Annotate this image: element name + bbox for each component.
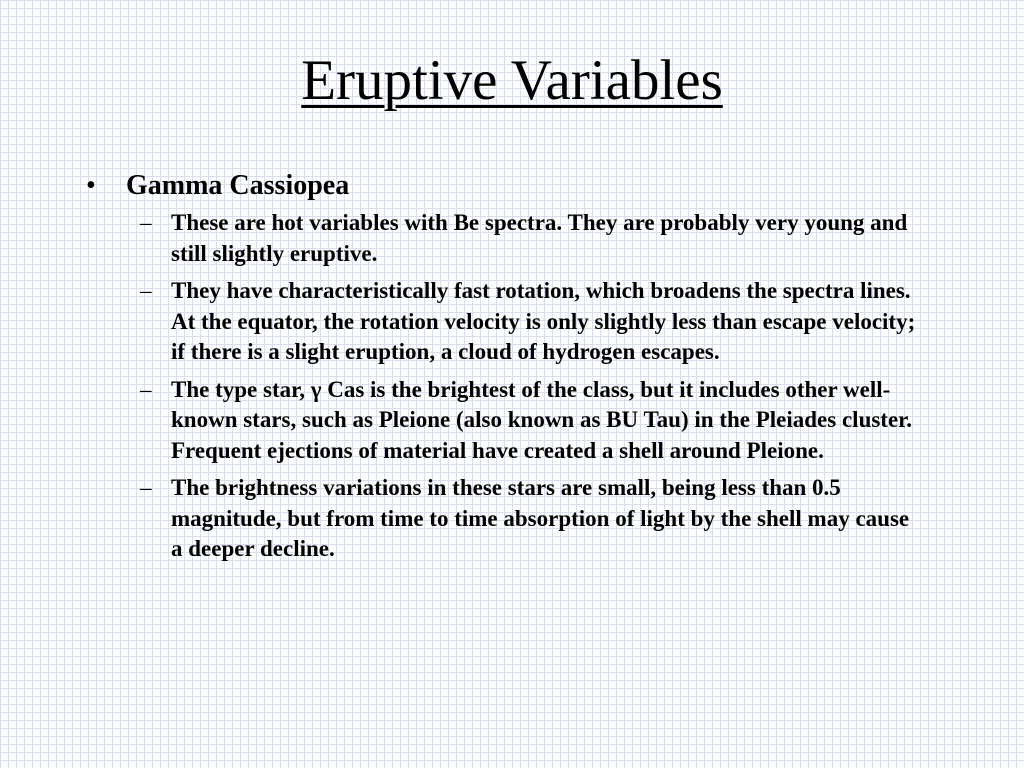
dash-icon: –: [140, 278, 152, 303]
dash-icon: –: [140, 210, 152, 235]
sub-bullet-list: [86, 208, 946, 565]
sub-bullet-text: The brightness variations in these stars are small, being less than 0.5 magnitude, but from time to time absorption of light by the shell may cause a deeper decline.: [171, 475, 910, 561]
sub-bullet-item: [86, 276, 926, 368]
bullet-icon: •: [86, 170, 96, 201]
sub-bullet-item: [86, 375, 926, 467]
sub-bullet-item: [86, 208, 926, 269]
sub-bullet-text: The type star, γ Cas is the brightest of the class, but it includes other well-known stars, such as Pleione (also known as BU Tau) in the Pleiades cluster. Frequent ejections of material have created a shell around Pleione.: [171, 376, 913, 463]
sub-bullet-text: These are hot variables with Be spectra. They are probably very young and still slightly eruptive.: [171, 210, 908, 266]
sub-bullet-item: [86, 473, 926, 565]
dash-icon: –: [140, 475, 152, 500]
bullet-text: Gamma Cassiopea: [126, 170, 350, 201]
sub-bullet-text: They have characteristically fast rotation, which broadens the spectra lines. At the equator, the rotation velocity is only slightly less than escape velocity; if there is a slight eruption, a cloud of hydrogen escapes.: [171, 278, 916, 364]
dash-icon: –: [140, 376, 152, 402]
slide-title-text: Eruptive Variables: [301, 49, 723, 112]
slide-content: [86, 166, 946, 572]
slide-title: [0, 46, 1024, 116]
bullet-item: [86, 166, 946, 206]
